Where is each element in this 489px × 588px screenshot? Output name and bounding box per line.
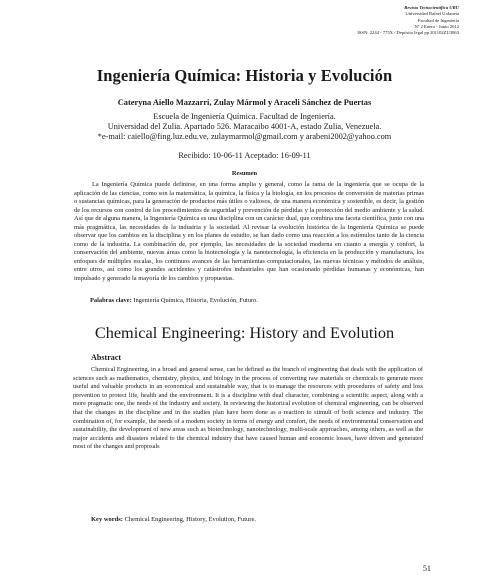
article-title-spanish: Ingeniería Química: Historia y Evolución (96, 66, 393, 85)
affiliation-school: Escuela de Ingeniería Química. Facultad de Ingeniería. (153, 112, 336, 121)
keywords-spanish-values: Ingeniería Química, Historia, Evolución, Futuro. (133, 297, 258, 304)
university-name: Universidad Rafael Urdaneta (405, 11, 459, 17)
author-list: Cateryna Aiello Mazzarri, Zulay Mármol y Araceli Sánchez de Puertas (117, 98, 372, 107)
received-accepted-dates: Recibido: 10-06-11 Aceptado: 16-09-11 (178, 151, 311, 160)
affiliation-university: Universidad del Zulia. Apartado 526. Maracaibo 4001-A, estado Zulia, Venezuela. (107, 122, 382, 132)
author-emails: *e-mail: caiello@fing.luz.edu.ve, zulaymarmol@gmail.com y arabeni2002@yahoo.com (97, 132, 392, 142)
keywords-english-values: Chemical Engineering, History, Evolution, Future. (124, 516, 256, 523)
keywords-spanish (90, 297, 420, 304)
issn-info: ISSN: 2244 - 775X / Depósito legal pp 201102ZU3863 (357, 30, 459, 36)
journal-header (259, 5, 459, 36)
affiliation-block (0, 112, 489, 143)
issue-info: Nº 2 Enero - Junio 2012 (414, 23, 459, 29)
resumen-heading: Resumen (231, 170, 258, 177)
page-number: 51 (422, 564, 431, 573)
faculty-name: Facultad de Ingeniería (417, 17, 459, 23)
resumen-text: La Ingeniería Química puede definirse, en una forma amplia y general, como la rama de la ingeniería que se ocupa de la aplicación de las ciencias, como son la matemática, la química, la física y la biología, en los procesos de conversión de materias primas o sustancias químicas, para la generación de productos más útiles o valiosos, de una manera económica y sostenible, es decir, la gestión de los recursos con control de los procedimientos de seguridad y prevención de pérdidas y la protección del medio ambiente y la salud. Así que de alguna manera, la Ingeniería Química es una disciplina con un carácter dual, que combina una faceta científica, junto con una más pragmática, las necesidades de la industria y la sociedad. Al revisar la evolución histórica de la Ingeniería Química se puede observar que los cambios en la disciplina y en los planes de estudio, se han dado como una reacción a los estímulos tanto de la ciencia como de la industria. La combinación de, por ejemplo, las necesidades de la sociedad moderna en cuanto a energía y confort, la conservación del ambiente, nuevas áreas como la biotecnología y la nanotecnología, la eficiencia en la producción y manufactura, los enfoques de múltiples escalas, los continuos avances de las herramientas computacionales, las nuevas técnicas y métodos de análisis, entre otros, así como los grandes accidentes y catástrofes industriales que han ocasionado pérdidas humanas y económicas, han impulsado y generado la mayoría de los cambios y propuestas. (74, 181, 424, 282)
journal-name: Revista Tecnocientífica URU (404, 5, 459, 10)
keywords-english (91, 516, 421, 523)
abstract-text: Chemical Engineering, in a broad and general sense, can be defined as the branch of engineering that deals with the application of sciences such as mathematics, chemistry, physics, and biology in the process of converting raw materials or chemicals to generate more useful and valuable products in an economical and sustainable way, that is to manage the resources with procedures of safety and loss prevention to protect life, health and the environment. It is a discipline with dual character, combining a scientific aspect, along with a more pragmatic one, the needs of the industry and society. In reviewing the historical evolution of chemical engineering, can be observed that the changes in the discipline and in the studies plan have been done as a reaction to stimuli of both science and industry. The combination of, for example, the needs of a modern society in terms of energy and comfort, the needs of environmental conservation and sustainability, the development of new areas such as biotechnology, nanotechnology, multi-scale approaches, among others, as well as the major accidents and disasters related to the chemical industry that have caused human and economic losses, have driven and generated most of the changes and proposals (73, 366, 423, 451)
keywords-english-label: Key words: (91, 516, 123, 523)
article-title-english: Chemical Engineering: History and Evolution (94, 323, 395, 342)
keywords-spanish-label: Palabras clave: (90, 297, 132, 304)
abstract-heading: Abstract (91, 353, 122, 362)
